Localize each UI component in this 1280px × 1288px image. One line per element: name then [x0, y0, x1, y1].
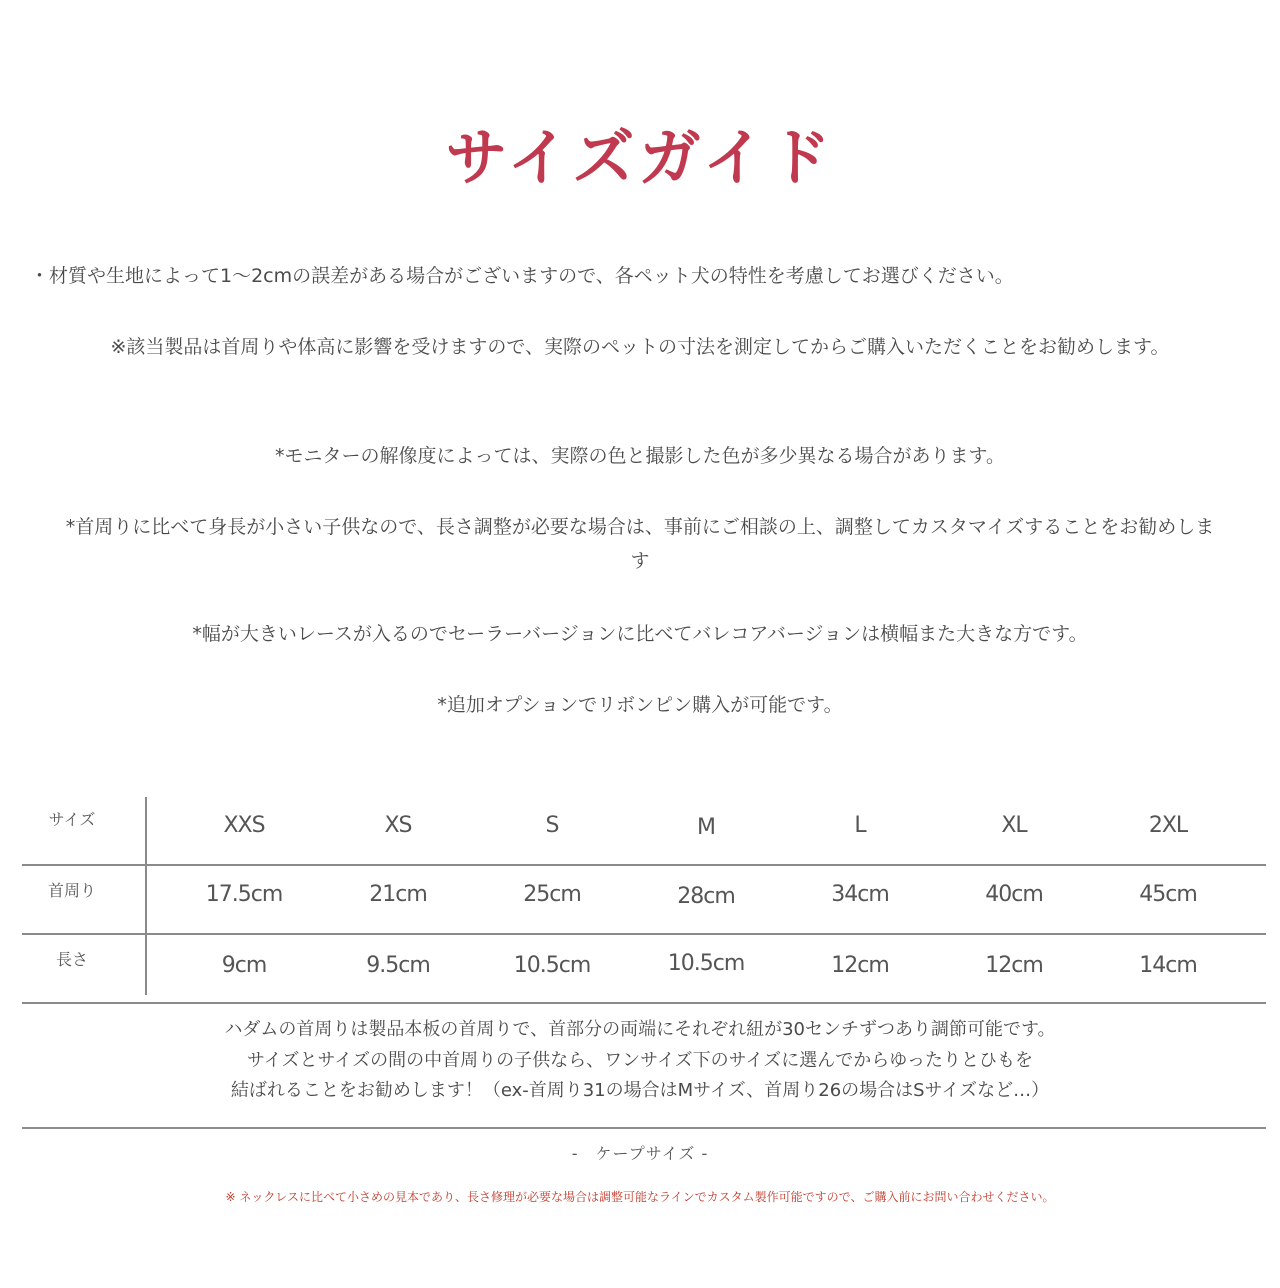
row-label-length: 長さ [55, 950, 88, 969]
neck-value: 21cm [369, 882, 427, 907]
table-row-length [22, 935, 1266, 1004]
table-header-row [22, 797, 1266, 866]
size-header: XL [1001, 813, 1027, 838]
size-header: XS [384, 813, 412, 838]
length-value: 12cm [985, 953, 1043, 978]
size-table [22, 797, 1266, 1004]
neck-value: 45cm [1139, 882, 1197, 907]
table-row-neck [22, 866, 1266, 935]
note-option: *追加オプションでリボンピン購入が可能です。 [437, 694, 843, 716]
neck-value: 25cm [523, 882, 581, 907]
note-lace-width: *幅が大きいレースが入るのでセーラーバージョンに比べてバレコアバージョンは横幅また大きな方です。 [192, 623, 1088, 645]
row-label-neck: 首周り [47, 881, 96, 900]
note-monitor: *モニターの解像度によっては、実際の色と撮影した色が多少異なる場合があります。 [275, 445, 1005, 467]
note-measure: ※該当製品は首周りや体高に影響を受けますので、実際のペットの寸法を測定してからご購入いただくことをお勧めします。 [110, 336, 1170, 358]
neck-value: 28cm [677, 884, 735, 909]
neck-value: 17.5cm [205, 882, 283, 907]
size-header: S [545, 813, 559, 838]
length-value: 14cm [1139, 953, 1197, 978]
size-header: XXS [223, 813, 265, 838]
length-value: 9.5cm [366, 953, 430, 978]
length-value: 9cm [221, 953, 267, 978]
note-length-adjust: *首周りに比べて身長が小さい子供なので、長さ調整が必要な場合は、事前にご相談の上、調整してカスタマイズすることをお勧めします [65, 516, 1215, 572]
section-divider [22, 1127, 1266, 1129]
footnote-line: ハダムの首周りは製品本板の首周りで、首部分の両端にそれぞれ紐が30センチずつあり調節可能です。 [224, 1019, 1056, 1040]
neck-value: 40cm [985, 882, 1043, 907]
length-value: 10.5cm [667, 951, 745, 976]
length-value: 10.5cm [513, 953, 591, 978]
length-value: 12cm [831, 953, 889, 978]
note-tolerance: ・材質や生地によって1〜2cmの誤差がある場合がございますので、各ペット犬の特性を考慮してお選びください。 [30, 265, 1014, 287]
size-header: 2XL [1148, 813, 1188, 838]
size-header: M [697, 815, 715, 840]
size-header: L [854, 813, 866, 838]
cape-size-heading: - ケープサイズ - [571, 1144, 709, 1163]
warning-note: ※ ネックレスに比べて小さめの見本であり、長さ修理が必要な場合は調整可能なラインでカスタム製作可能ですので、ご購入前にお問い合わせください。 [225, 1190, 1055, 1204]
page-title: サイズガイド [445, 121, 835, 194]
footnote-line: サイズとサイズの間の中首周りの子供なら、ワンサイズ下のサイズに選んでからゆったりとひもを [246, 1050, 1034, 1071]
header-label: サイズ [48, 810, 96, 829]
footnote-line: 結ばれることをお勧めします！（ex-首周り31の場合はMサイズ、首周り26の場合はSサイズなど…） [230, 1080, 1050, 1101]
neck-value: 34cm [831, 882, 889, 907]
